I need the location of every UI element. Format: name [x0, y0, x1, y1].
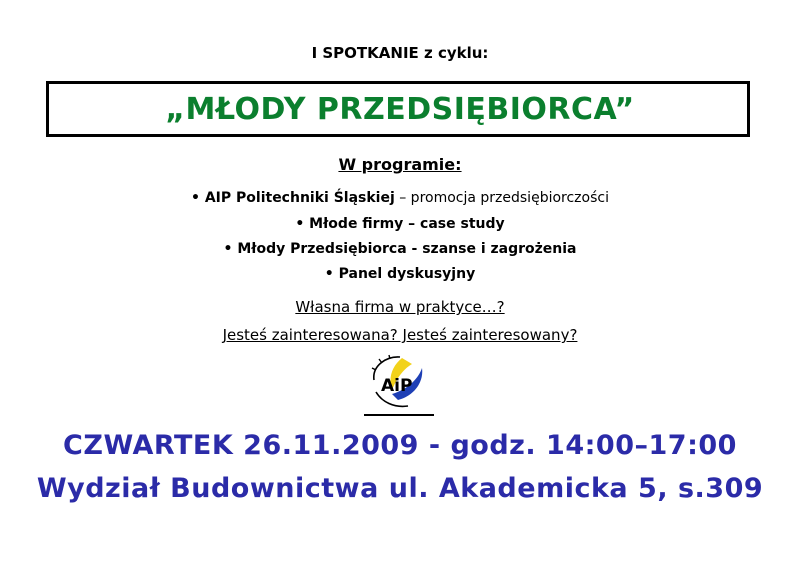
- series-heading: I SPOTKANIE z cyklu:: [311, 44, 489, 62]
- bullet-icon: •: [223, 241, 233, 257]
- question-line-2: Jesteś zainteresowana? Jesteś zainteresowany?: [222, 326, 578, 344]
- program-item-bold: Młody Przedsiębiorca - szanse i zagrożenia: [237, 241, 577, 257]
- bullet-icon: •: [295, 216, 305, 232]
- program-item-bold: Panel dyskusyjny: [338, 266, 476, 282]
- question-line-1: Własna firma w praktyce…?: [295, 298, 505, 316]
- bullet-icon: •: [324, 266, 334, 282]
- program-item-bold: Młode firmy – case study: [309, 216, 505, 232]
- logo-text: AiP: [381, 376, 413, 396]
- program-list-item: [0, 266, 800, 282]
- aip-logo-icon: [362, 350, 436, 418]
- program-list-item: [0, 190, 800, 206]
- page-title: „MŁODY PRZEDSIĘBIORCA”: [165, 92, 635, 127]
- program-item-note: – promocja przedsiębiorczości: [394, 190, 609, 206]
- program-list-item: [0, 216, 800, 232]
- program-list-item: [0, 241, 800, 257]
- bullet-icon: •: [191, 190, 200, 206]
- program-item-bold: AIP Politechniki Śląskiej: [204, 190, 395, 206]
- event-venue-line: Wydział Budownictwa ul. Akademicka 5, s.309: [36, 473, 764, 504]
- event-date-line: CZWARTEK 26.11.2009 - godz. 14:00–17:00: [63, 430, 737, 461]
- program-heading: W programie:: [338, 155, 462, 174]
